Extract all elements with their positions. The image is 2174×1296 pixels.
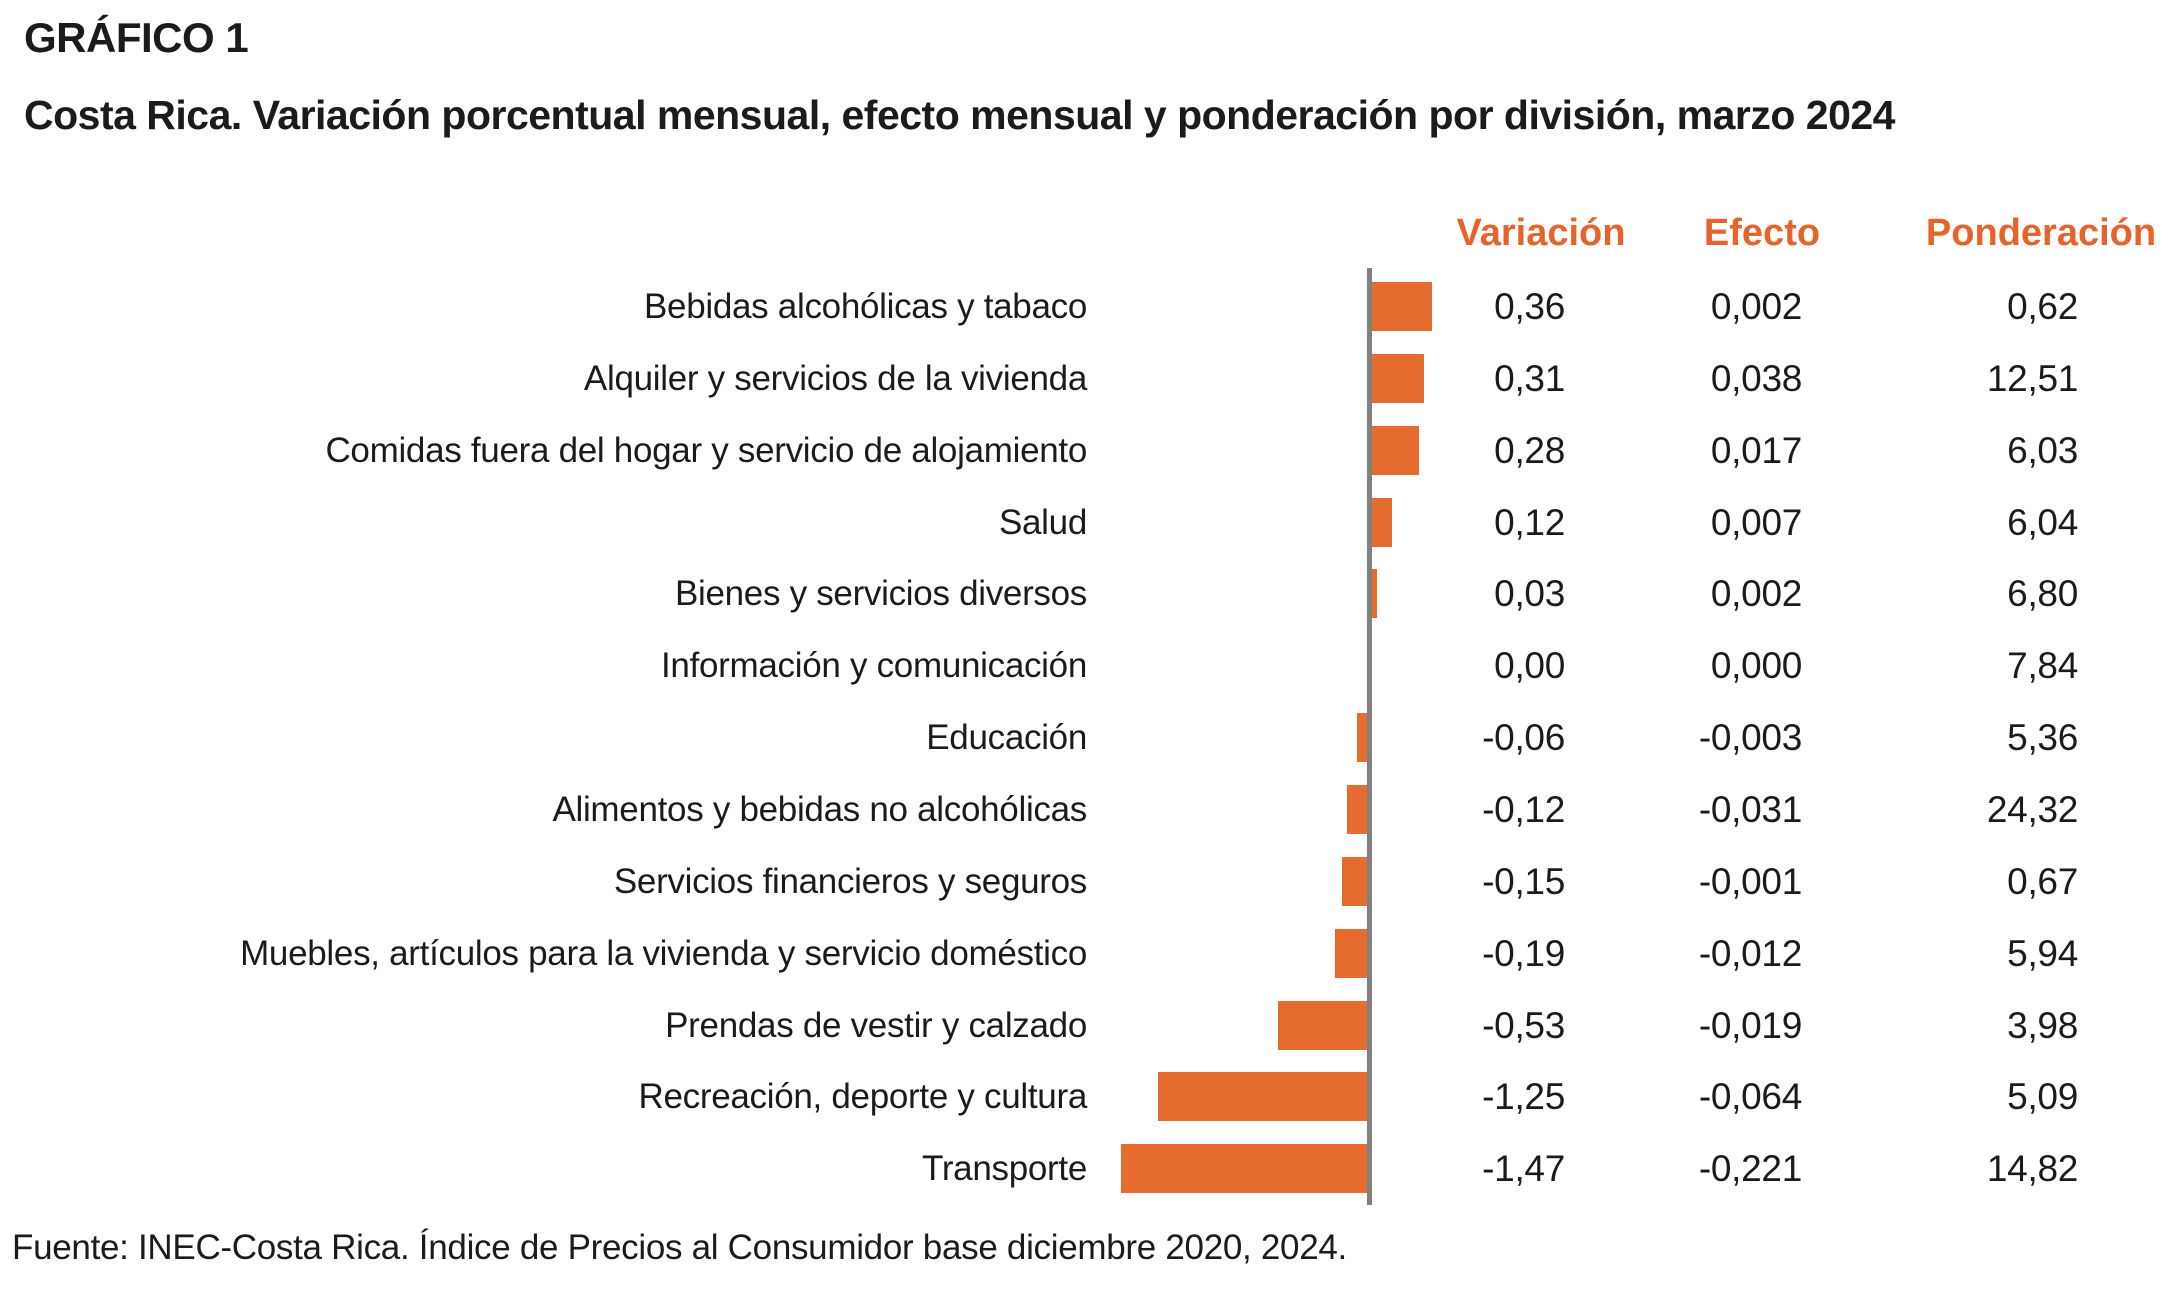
category-label: Alquiler y servicios de la vivienda (583, 359, 1087, 398)
ponderacion-value: 12,51 (1986, 358, 2078, 399)
efecto-value: 0,038 (1710, 358, 1802, 399)
ponderacion-value: 5,94 (2007, 933, 2078, 974)
chart-row (0, 271, 2174, 343)
category-label: Recreación, deporte y cultura (638, 1077, 1087, 1116)
category-label: Prendas de vestir y calzado (665, 1006, 1087, 1045)
chart-row (0, 990, 2174, 1062)
variacion-value: -0,12 (1482, 789, 1565, 830)
chart-row (0, 630, 2174, 702)
efecto-value: -0,019 (1698, 1005, 1802, 1046)
efecto-value: -0,064 (1698, 1076, 1802, 1117)
variacion-value: 0,31 (1494, 358, 1565, 399)
category-label: Bebidas alcohólicas y tabaco (644, 287, 1087, 326)
ponderacion-value: 6,04 (2007, 502, 2078, 543)
ponderacion-value: 5,36 (2007, 717, 2078, 758)
category-label: Transporte (922, 1149, 1087, 1188)
ponderacion-value: 0,62 (2007, 286, 2078, 327)
efecto-value: -0,003 (1698, 717, 1802, 758)
ponderacion-value: 6,80 (2007, 573, 2078, 614)
category-label: Comidas fuera del hogar y servicio de alojamiento (325, 431, 1087, 470)
chart-row (0, 846, 2174, 918)
variacion-value: 0,00 (1494, 645, 1565, 686)
variacion-value: -0,19 (1482, 933, 1565, 974)
efecto-value: 0,002 (1710, 573, 1802, 614)
chart-row (0, 1133, 2174, 1205)
category-label: Bienes y servicios diversos (674, 574, 1087, 613)
variacion-value: -0,15 (1482, 861, 1565, 902)
variacion-value: 0,28 (1494, 430, 1565, 471)
variacion-value: -0,53 (1482, 1005, 1565, 1046)
efecto-value: -0,012 (1698, 933, 1802, 974)
category-label: Alimentos y bebidas no alcohólicas (552, 790, 1087, 829)
variacion-value: -0,06 (1482, 717, 1565, 758)
category-label: Educación (926, 718, 1087, 757)
category-label: Servicios financieros y seguros (613, 862, 1087, 901)
chart-row (0, 558, 2174, 630)
efecto-value: -0,031 (1698, 789, 1802, 830)
variacion-value: 0,03 (1494, 573, 1565, 614)
category-label: Información y comunicación (660, 646, 1087, 685)
ponderacion-value: 14,82 (1986, 1148, 2078, 1189)
variacion-value: -1,47 (1482, 1148, 1565, 1189)
chart-row (0, 487, 2174, 559)
source-note: Fuente: INEC-Costa Rica. Índice de Precios al Consumidor base diciembre 2020, 2024. (12, 1228, 1347, 1267)
chart-row (0, 918, 2174, 990)
efecto-value: 0,000 (1710, 645, 1802, 686)
efecto-value: 0,017 (1710, 430, 1802, 471)
variacion-value: 0,12 (1494, 502, 1565, 543)
efecto-value: -0,001 (1698, 861, 1802, 902)
column-header-variacion: Variación (1456, 212, 1626, 254)
variacion-bar (1121, 1144, 1367, 1193)
chart-row (0, 702, 2174, 774)
ponderacion-value: 0,67 (2007, 861, 2078, 902)
figure-label: GRÁFICO 1 (24, 14, 249, 61)
category-label: Salud (998, 503, 1087, 542)
ponderacion-value: 7,84 (2007, 645, 2078, 686)
variacion-bar (1158, 1072, 1367, 1121)
chart-row (0, 343, 2174, 415)
ponderacion-value: 3,98 (2007, 1005, 2078, 1046)
figure-title: Costa Rica. Variación porcentual mensual, efecto mensual y ponderación por división, marzo 2024 (24, 92, 1895, 138)
efecto-value: 0,007 (1710, 502, 1802, 543)
chart-row (0, 1061, 2174, 1133)
ponderacion-value: 24,32 (1986, 789, 2078, 830)
chart-row (0, 774, 2174, 846)
efecto-value: 0,002 (1710, 286, 1802, 327)
variacion-value: -1,25 (1482, 1076, 1565, 1117)
ponderacion-value: 6,03 (2007, 430, 2078, 471)
column-header-ponderacion: Ponderación (1925, 212, 2157, 254)
category-label: Muebles, artículos para la vivienda y servicio doméstico (240, 934, 1087, 973)
ponderacion-value: 5,09 (2007, 1076, 2078, 1117)
efecto-value: -0,221 (1698, 1148, 1802, 1189)
column-header-efecto: Efecto (1703, 212, 1821, 254)
chart-row (0, 415, 2174, 487)
variacion-value: 0,36 (1494, 286, 1565, 327)
